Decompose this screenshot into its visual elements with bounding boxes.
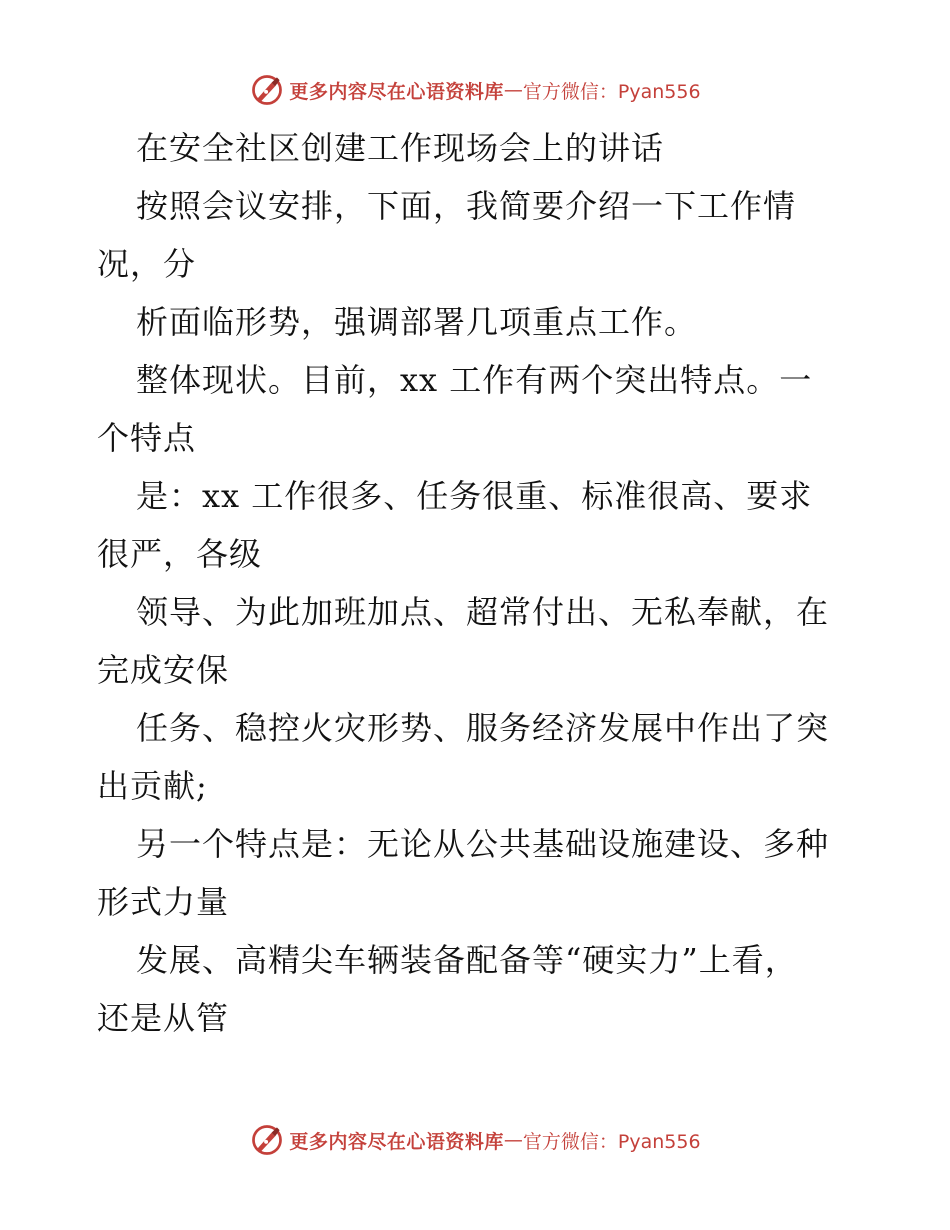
- doc-paragraph-line: 任务、稳控火灾形势、服务经济发展中作出了突: [136, 709, 830, 747]
- doc-paragraph-line: 完成安保: [97, 651, 230, 689]
- watermark-sub-text: 官方微信：Pyan556: [522, 80, 701, 103]
- doc-paragraph-line: 析面临形势，强调部署几项重点工作。: [136, 303, 698, 341]
- doc-paragraph-line: 出贡献;: [97, 767, 208, 805]
- doc-paragraph-line: 还是从管: [97, 999, 230, 1037]
- pen-logo-icon: [249, 72, 285, 108]
- doc-paragraph-line: 况，分: [97, 245, 197, 283]
- watermark-main-text: 更多内容尽在心语资料库: [289, 80, 504, 103]
- doc-title: 在安全社区创建工作现场会上的讲话: [136, 129, 665, 167]
- doc-paragraph-line: 发展、高精尖车辆装备配备等“硬实力”上看，: [136, 941, 798, 979]
- watermark-dash: —: [503, 79, 523, 101]
- pen-logo-icon: [249, 1122, 285, 1158]
- header-watermark: [0, 70, 950, 110]
- watermark-main-text: 更多内容尽在心语资料库: [289, 1130, 504, 1153]
- doc-paragraph-line: 领导、为此加班加点、超常付出、无私奉献，在: [136, 593, 830, 631]
- watermark-dash: —: [503, 1129, 523, 1151]
- doc-paragraph-line: 整体现状。目前，xx 工作有两个突出特点。一: [136, 361, 813, 399]
- doc-paragraph-line: 很严，各级: [97, 535, 263, 573]
- doc-paragraph-line: 另一个特点是：无论从公共基础设施建设、多种: [136, 825, 830, 863]
- doc-paragraph-line: 个特点: [97, 419, 197, 457]
- doc-paragraph-line: 是：xx 工作很多、任务很重、标准很高、要求: [136, 477, 813, 515]
- doc-paragraph-line: 形式力量: [97, 883, 230, 921]
- doc-paragraph-line: 按照会议安排，下面，我简要介绍一下工作情: [136, 187, 797, 225]
- footer-watermark: [0, 1120, 950, 1160]
- watermark-sub-text: 官方微信：Pyan556: [522, 1130, 701, 1153]
